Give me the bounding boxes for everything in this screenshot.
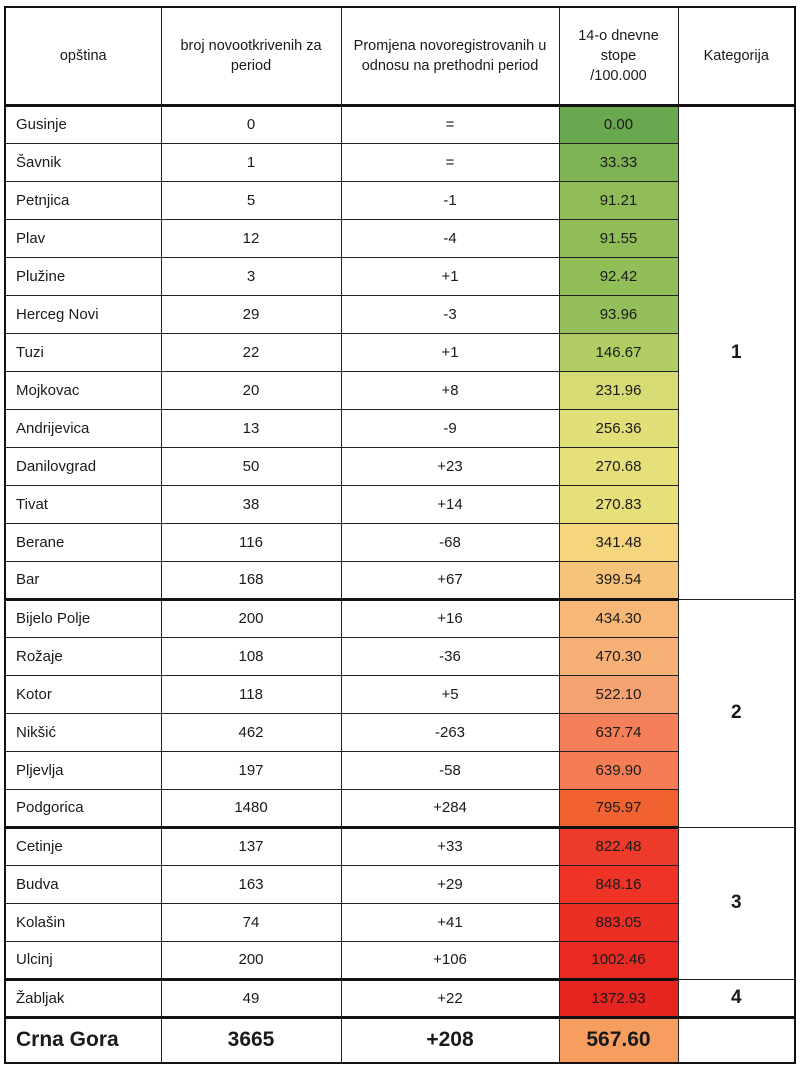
new-cases-cell: 462 [161,713,341,751]
category-cell: 4 [678,979,795,1017]
table-row [5,295,795,333]
table-body [5,105,795,1017]
new-cases-cell: 38 [161,485,341,523]
change-cell: -9 [341,409,559,447]
change-cell: +106 [341,941,559,979]
change-cell: +1 [341,333,559,371]
change-cell: -36 [341,637,559,675]
table-row [5,751,795,789]
total-category [678,1017,795,1063]
header-category: Kategorija [678,7,795,105]
header-change: Promjena novoregistrovanih u odnosu na prethodni period [341,7,559,105]
new-cases-cell: 200 [161,599,341,637]
municipality-cell: Andrijevica [5,409,161,447]
new-cases-cell: 12 [161,219,341,257]
rate-cell: 1372.93 [559,979,678,1017]
change-cell: -3 [341,295,559,333]
municipality-cell: Tivat [5,485,161,523]
table-row [5,865,795,903]
change-cell: +5 [341,675,559,713]
new-cases-cell: 1 [161,143,341,181]
rate-cell: 1002.46 [559,941,678,979]
change-cell: +22 [341,979,559,1017]
rate-cell: 270.83 [559,485,678,523]
new-cases-cell: 1480 [161,789,341,827]
municipality-cell: Cetinje [5,827,161,865]
rate-cell: 91.21 [559,181,678,219]
municipality-cell: Budva [5,865,161,903]
change-cell: +29 [341,865,559,903]
rate-cell: 92.42 [559,257,678,295]
table-row [5,903,795,941]
rate-cell: 270.68 [559,447,678,485]
municipality-cell: Rožaje [5,637,161,675]
change-cell: -68 [341,523,559,561]
rate-cell: 637.74 [559,713,678,751]
municipality-cell: Žabljak [5,979,161,1017]
change-cell: +8 [341,371,559,409]
table-row [5,675,795,713]
rate-cell: 822.48 [559,827,678,865]
change-cell: -263 [341,713,559,751]
total-cases: 3665 [161,1017,341,1063]
new-cases-cell: 108 [161,637,341,675]
new-cases-cell: 137 [161,827,341,865]
table-row [5,143,795,181]
table-row [5,979,795,1017]
rate-cell: 795.97 [559,789,678,827]
municipality-cell: Nikšić [5,713,161,751]
municipality-cell: Gusinje [5,105,161,143]
category-cell: 2 [678,599,795,827]
rate-cell: 399.54 [559,561,678,599]
municipality-cell: Danilovgrad [5,447,161,485]
municipality-cell: Tuzi [5,333,161,371]
covid-rate-table [4,6,796,1064]
change-cell: +1 [341,257,559,295]
rate-cell: 470.30 [559,637,678,675]
table-row [5,599,795,637]
municipality-cell: Petnjica [5,181,161,219]
rate-cell: 231.96 [559,371,678,409]
municipality-cell: Šavnik [5,143,161,181]
change-cell: = [341,105,559,143]
municipality-cell: Bijelo Polje [5,599,161,637]
new-cases-cell: 3 [161,257,341,295]
table-row [5,523,795,561]
municipality-cell: Herceg Novi [5,295,161,333]
header-row [5,7,795,105]
total-rate: 567.60 [559,1017,678,1063]
municipality-cell: Plužine [5,257,161,295]
new-cases-cell: 74 [161,903,341,941]
table-row [5,713,795,751]
municipality-cell: Plav [5,219,161,257]
new-cases-cell: 20 [161,371,341,409]
table-row [5,105,795,143]
rate-cell: 848.16 [559,865,678,903]
new-cases-cell: 163 [161,865,341,903]
category-cell: 1 [678,105,795,599]
change-cell: +14 [341,485,559,523]
table-row [5,561,795,599]
new-cases-cell: 13 [161,409,341,447]
rate-cell: 146.67 [559,333,678,371]
rate-cell: 341.48 [559,523,678,561]
rate-cell: 434.30 [559,599,678,637]
change-cell: +41 [341,903,559,941]
change-cell: +23 [341,447,559,485]
change-cell: +16 [341,599,559,637]
table-row [5,181,795,219]
new-cases-cell: 0 [161,105,341,143]
table-row [5,789,795,827]
new-cases-cell: 197 [161,751,341,789]
table-row [5,409,795,447]
table-row [5,371,795,409]
new-cases-cell: 29 [161,295,341,333]
change-cell: +67 [341,561,559,599]
new-cases-cell: 200 [161,941,341,979]
table-container [4,6,796,1064]
rate-cell: 93.96 [559,295,678,333]
new-cases-cell: 116 [161,523,341,561]
header-new-cases: broj novootkrivenih za period [161,7,341,105]
table-row [5,941,795,979]
municipality-cell: Ulcinj [5,941,161,979]
header-rate: 14-o dnevne stope /100.000 [559,7,678,105]
new-cases-cell: 168 [161,561,341,599]
table-row [5,257,795,295]
change-cell: -4 [341,219,559,257]
municipality-cell: Bar [5,561,161,599]
change-cell: -58 [341,751,559,789]
table-row [5,333,795,371]
total-name: Crna Gora [5,1017,161,1063]
header-municipality: opština [5,7,161,105]
municipality-cell: Kolašin [5,903,161,941]
municipality-cell: Mojkovac [5,371,161,409]
new-cases-cell: 49 [161,979,341,1017]
municipality-cell: Kotor [5,675,161,713]
rate-cell: 0.00 [559,105,678,143]
rate-cell: 522.10 [559,675,678,713]
rate-cell: 256.36 [559,409,678,447]
category-cell: 3 [678,827,795,979]
total-change: +208 [341,1017,559,1063]
change-cell: = [341,143,559,181]
new-cases-cell: 22 [161,333,341,371]
table-row [5,447,795,485]
new-cases-cell: 5 [161,181,341,219]
new-cases-cell: 118 [161,675,341,713]
change-cell: -1 [341,181,559,219]
table-row [5,485,795,523]
rate-cell: 639.90 [559,751,678,789]
table-row [5,827,795,865]
table-row [5,219,795,257]
new-cases-cell: 50 [161,447,341,485]
rate-cell: 91.55 [559,219,678,257]
table-row [5,637,795,675]
rate-cell: 883.05 [559,903,678,941]
municipality-cell: Podgorica [5,789,161,827]
municipality-cell: Berane [5,523,161,561]
change-cell: +33 [341,827,559,865]
rate-cell: 33.33 [559,143,678,181]
municipality-cell: Pljevlja [5,751,161,789]
change-cell: +284 [341,789,559,827]
total-row [5,1017,795,1063]
